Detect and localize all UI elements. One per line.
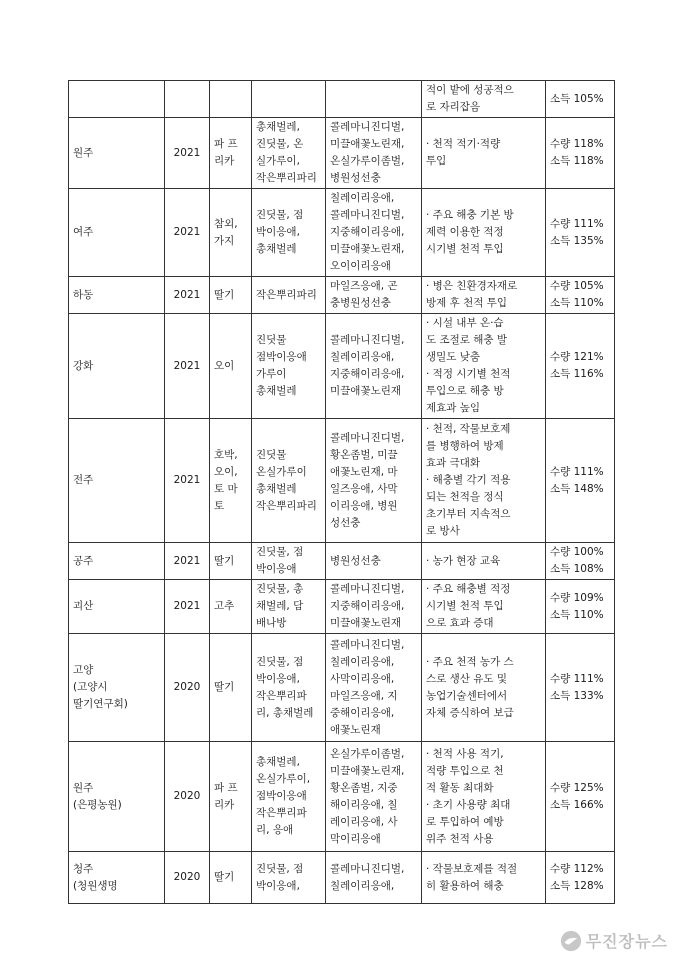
- crop-cell: 딸기: [210, 277, 252, 314]
- table-row: [69, 189, 615, 277]
- pest-cell: 진딧물, 점 박이응애,: [252, 852, 326, 904]
- crop-cell: [210, 81, 252, 118]
- pest-cell: 총채벌레, 온실가루이, 점박이응애 작은뿌리파 리, 응애: [252, 742, 326, 852]
- result-cell: · 작물보호제를 적절 히 활용하여 해충: [422, 852, 546, 904]
- region-cell: 고양 (고양시 딸기연구회): [69, 634, 165, 742]
- effect-cell: 수량 111% 소득 135%: [546, 189, 615, 277]
- region-cell: [69, 81, 165, 118]
- pest-cell: 총채벌레, 진딧물, 온 실가루이, 작은뿌리파리: [252, 118, 326, 189]
- year-cell: 2021: [165, 419, 210, 543]
- effect-cell: 소득 105%: [546, 81, 615, 118]
- crop-cell: 파 프 리카: [210, 742, 252, 852]
- pest-control-results-table: [68, 80, 615, 904]
- natural-enemy-cell: 콜레마니진디벌, 미끌애꽃노린재, 온실가루이좀벌, 병원성선충: [326, 118, 422, 189]
- table-row: [69, 314, 615, 419]
- result-cell: · 천적 사용 적기, 적량 투입으로 천 적 활동 최대화 · 초기 사용량 최대 로 투입하여 예방 위주 천적 사용: [422, 742, 546, 852]
- result-cell: · 천적, 작물보호제 를 병행하여 방제 효과 극대화 · 해충별 각기 적용 되는 천적을 정식 초기부터 지속적으 로 방사: [422, 419, 546, 543]
- year-cell: 2021: [165, 543, 210, 580]
- region-cell: 괴산: [69, 580, 165, 634]
- year-cell: 2021: [165, 189, 210, 277]
- natural-enemy-cell: 콜레마니진디벌, 황온좀벌, 미끌 애꽃노린재, 마 일즈응애, 사막 이리응애, 병원 성선충: [326, 419, 422, 543]
- crop-cell: 참외, 가지: [210, 189, 252, 277]
- crop-cell: 오이: [210, 314, 252, 419]
- table-row: [69, 277, 615, 314]
- result-cell: · 병은 친환경자재로 방제 후 천적 투입: [422, 277, 546, 314]
- table-row: [69, 543, 615, 580]
- effect-cell: 수량 111% 소득 148%: [546, 419, 615, 543]
- pest-cell: 진딧물, 총 채벌레, 담 배나방: [252, 580, 326, 634]
- year-cell: 2020: [165, 634, 210, 742]
- pest-cell: [252, 81, 326, 118]
- result-cell: · 주요 천적 농가 스 스로 생산 유도 및 농업기술센터에서 자체 증식하여 보급: [422, 634, 546, 742]
- crop-cell: 고추: [210, 580, 252, 634]
- natural-enemy-cell: 콜레마니진디벌, 칠레이리응애, 사막이리응애, 마일즈응애, 지 중해이리응애, 애꽃노린재: [326, 634, 422, 742]
- pest-cell: 진딧물, 점 박이응애, 총채벌레: [252, 189, 326, 277]
- result-cell: 적이 밭에 성공적으 로 자리잡음: [422, 81, 546, 118]
- effect-cell: 수량 118% 소득 118%: [546, 118, 615, 189]
- effect-cell: 수량 125% 소득 166%: [546, 742, 615, 852]
- effect-cell: 수량 121% 소득 116%: [546, 314, 615, 419]
- natural-enemy-cell: 병원성선충: [326, 543, 422, 580]
- effect-cell: 수량 112% 소득 128%: [546, 852, 615, 904]
- pest-cell: 진딧물 점박이응애 가루이 총채벌레: [252, 314, 326, 419]
- natural-enemy-cell: 콜레마니진디벌, 지중해이리응애, 미끌애꽃노린재: [326, 580, 422, 634]
- watermark-text: 무진장뉴스: [585, 932, 668, 951]
- crop-cell: 파 프 리카: [210, 118, 252, 189]
- effect-cell: 수량 111% 소득 133%: [546, 634, 615, 742]
- region-cell: 전주: [69, 419, 165, 543]
- year-cell: 2021: [165, 277, 210, 314]
- table-row: [69, 634, 615, 742]
- natural-enemy-cell: 콜레마니진디벌, 칠레이리응애,: [326, 852, 422, 904]
- natural-enemy-cell: [326, 81, 422, 118]
- region-cell: 여주: [69, 189, 165, 277]
- natural-enemy-cell: 콜레마니진디벌, 칠레이리응애, 지중해이리응애, 미끌애꽃노린재: [326, 314, 422, 419]
- result-cell: · 시설 내부 온·습 도 조절로 해충 발 생밀도 낮춤 · 적정 시기별 천적 투입으로 해충 방 제효과 높임: [422, 314, 546, 419]
- table-row: [69, 742, 615, 852]
- pest-cell: 진딧물 온실가루이 총채벌레 작은뿌리파리: [252, 419, 326, 543]
- year-cell: 2020: [165, 852, 210, 904]
- year-cell: 2021: [165, 580, 210, 634]
- year-cell: 2021: [165, 314, 210, 419]
- natural-enemy-cell: 칠레이리응애, 콜레마니진디벌, 지중해이리응애, 미끌애꽃노린재, 오이이리응애: [326, 189, 422, 277]
- effect-cell: 수량 100% 소득 108%: [546, 543, 615, 580]
- crop-cell: 딸기: [210, 852, 252, 904]
- table-row: [69, 580, 615, 634]
- result-cell: · 농가 현장 교육: [422, 543, 546, 580]
- year-cell: 2021: [165, 118, 210, 189]
- region-cell: 강화: [69, 314, 165, 419]
- result-cell: · 천적 적기·적량 투입: [422, 118, 546, 189]
- table-row: [69, 852, 615, 904]
- effect-cell: 수량 109% 소득 110%: [546, 580, 615, 634]
- crop-cell: 호박, 오이, 토 마 토: [210, 419, 252, 543]
- pest-cell: 작은뿌리파리: [252, 277, 326, 314]
- natural-enemy-cell: 온실가루이좀벌, 미끌애꽃노린재, 황온좀벌, 지중 해이리응애, 칠 레이리응애, 사 막이리응애: [326, 742, 422, 852]
- region-cell: 원주 (은평농원): [69, 742, 165, 852]
- region-cell: 원주: [69, 118, 165, 189]
- table-row: [69, 118, 615, 189]
- table-row: [69, 419, 615, 543]
- table-row: [69, 81, 615, 118]
- result-cell: · 주요 해충별 적정 시기별 천적 투입 으로 효과 증대: [422, 580, 546, 634]
- effect-cell: 수량 105% 소득 110%: [546, 277, 615, 314]
- watermark: [560, 929, 668, 952]
- natural-enemy-cell: 마일즈응애, 곤 충병원성선충: [326, 277, 422, 314]
- region-cell: 청주 (청원생명: [69, 852, 165, 904]
- crop-cell: 딸기: [210, 634, 252, 742]
- result-cell: · 주요 해충 기본 방 제력 이용한 적정 시기별 천적 투입: [422, 189, 546, 277]
- year-cell: [165, 81, 210, 118]
- crop-cell: 딸기: [210, 543, 252, 580]
- region-cell: 하동: [69, 277, 165, 314]
- pest-cell: 진딧물, 점 박이응애, 작은뿌리파 리, 총채벌레: [252, 634, 326, 742]
- dove-logo-icon: [560, 930, 582, 952]
- year-cell: 2020: [165, 742, 210, 852]
- pest-cell: 진딧물, 점 박이응애: [252, 543, 326, 580]
- region-cell: 공주: [69, 543, 165, 580]
